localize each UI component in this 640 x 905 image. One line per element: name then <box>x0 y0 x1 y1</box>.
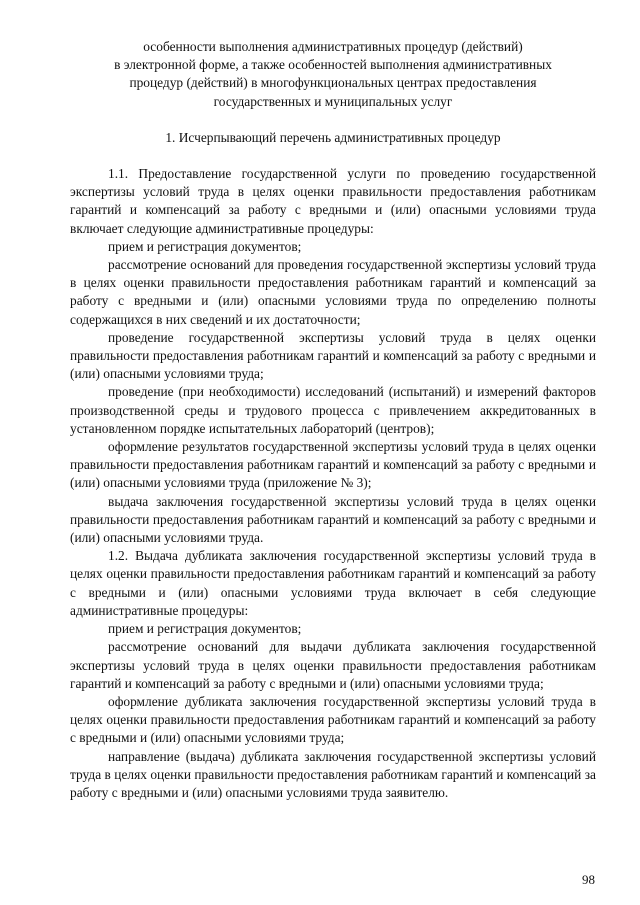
section-title: 1. Исчерпывающий перечень административных процедур <box>165 129 501 145</box>
list-item: проведение государственной экспертизы условий труда в целях оценки правильности предоставления работникам гарантий и компенсаций за работу с вредными и (или) опасными условиями труда; <box>70 329 596 382</box>
list-item: выдача заключения государственной экспертизы условий труда в целях оценки правильности предоставления работникам гарантий и компенсаций за работу с вредными и (или) опасными условиями труда. <box>70 493 596 546</box>
list-item: оформление дубликата заключения государственной экспертизы условий труда в целях оценки правильности предоставления работникам гарантий и компенсаций за работу с вредными и (или) опасными условиями труда; <box>70 693 596 746</box>
page-number: 98 <box>582 872 595 887</box>
list-item: прием и регистрация документов; <box>108 621 302 637</box>
paragraph-1-2: 1.2. Выдача дубликата заключения государственной экспертизы условий труда в целях оценки правильности предоставления работникам гарантий и компенсаций за работу с вредными и (или) опасными условиями труда включает в себя следующие административные процедуры: <box>70 548 596 618</box>
list-item: рассмотрение оснований для проведения государственной экспертизы условий труда в целях оценки правильности предоставления работникам гарантий и компенсаций за работу с вредными и (или) опасными условиями труда по определению полноты содержащихся в них сведений и их достаточности; <box>70 257 596 327</box>
heading-block <box>70 38 596 111</box>
list-item: оформление результатов государственной экспертизы условий труда в целях оценки правильности предоставления работникам гарантий и компенсаций за работу с вредными и (или) опасными условиями труда (приложение № 3); <box>70 439 596 491</box>
heading-line: в электронной форме, а также особенностей выполнения административных <box>114 57 552 73</box>
list-item: направление (выдача) дубликата заключения государственной экспертизы условий труда в целях оценки правильности предоставления работникам гарантий и компенсаций за работу с вредными и (или) опасными условиями труда заявителю. <box>70 748 596 800</box>
heading-line: процедур (действий) в многофункциональных центрах предоставления <box>129 75 537 91</box>
document-page <box>70 38 596 802</box>
list-item: рассмотрение оснований для выдачи дубликата заключения государственной экспертизы условий труда в целях оценки правильности предоставления работникам гарантий и компенсаций за работу с вредными и (или) опасными условиями труда; <box>70 639 596 691</box>
list-item: проведение (при необходимости) исследований (испытаний) и измерений факторов производственной среды и трудового процесса с привлечением аккредитованных в установленном порядке испытательных лабораторий (центров); <box>70 384 596 436</box>
paragraph-1-1: 1.1. Предоставление государственной услуги по проведению государственной экспертизы условий труда в целях оценки правильности предоставления работникам гарантий и компенсаций за работу с вредными и (или) опасными условиями труда включает следующие административные процедуры: <box>70 166 596 236</box>
heading-line: государственных и муниципальных услуг <box>213 93 453 109</box>
heading-line: особенности выполнения административных процедур (действий) <box>143 39 523 54</box>
list-item: прием и регистрация документов; <box>108 238 302 254</box>
